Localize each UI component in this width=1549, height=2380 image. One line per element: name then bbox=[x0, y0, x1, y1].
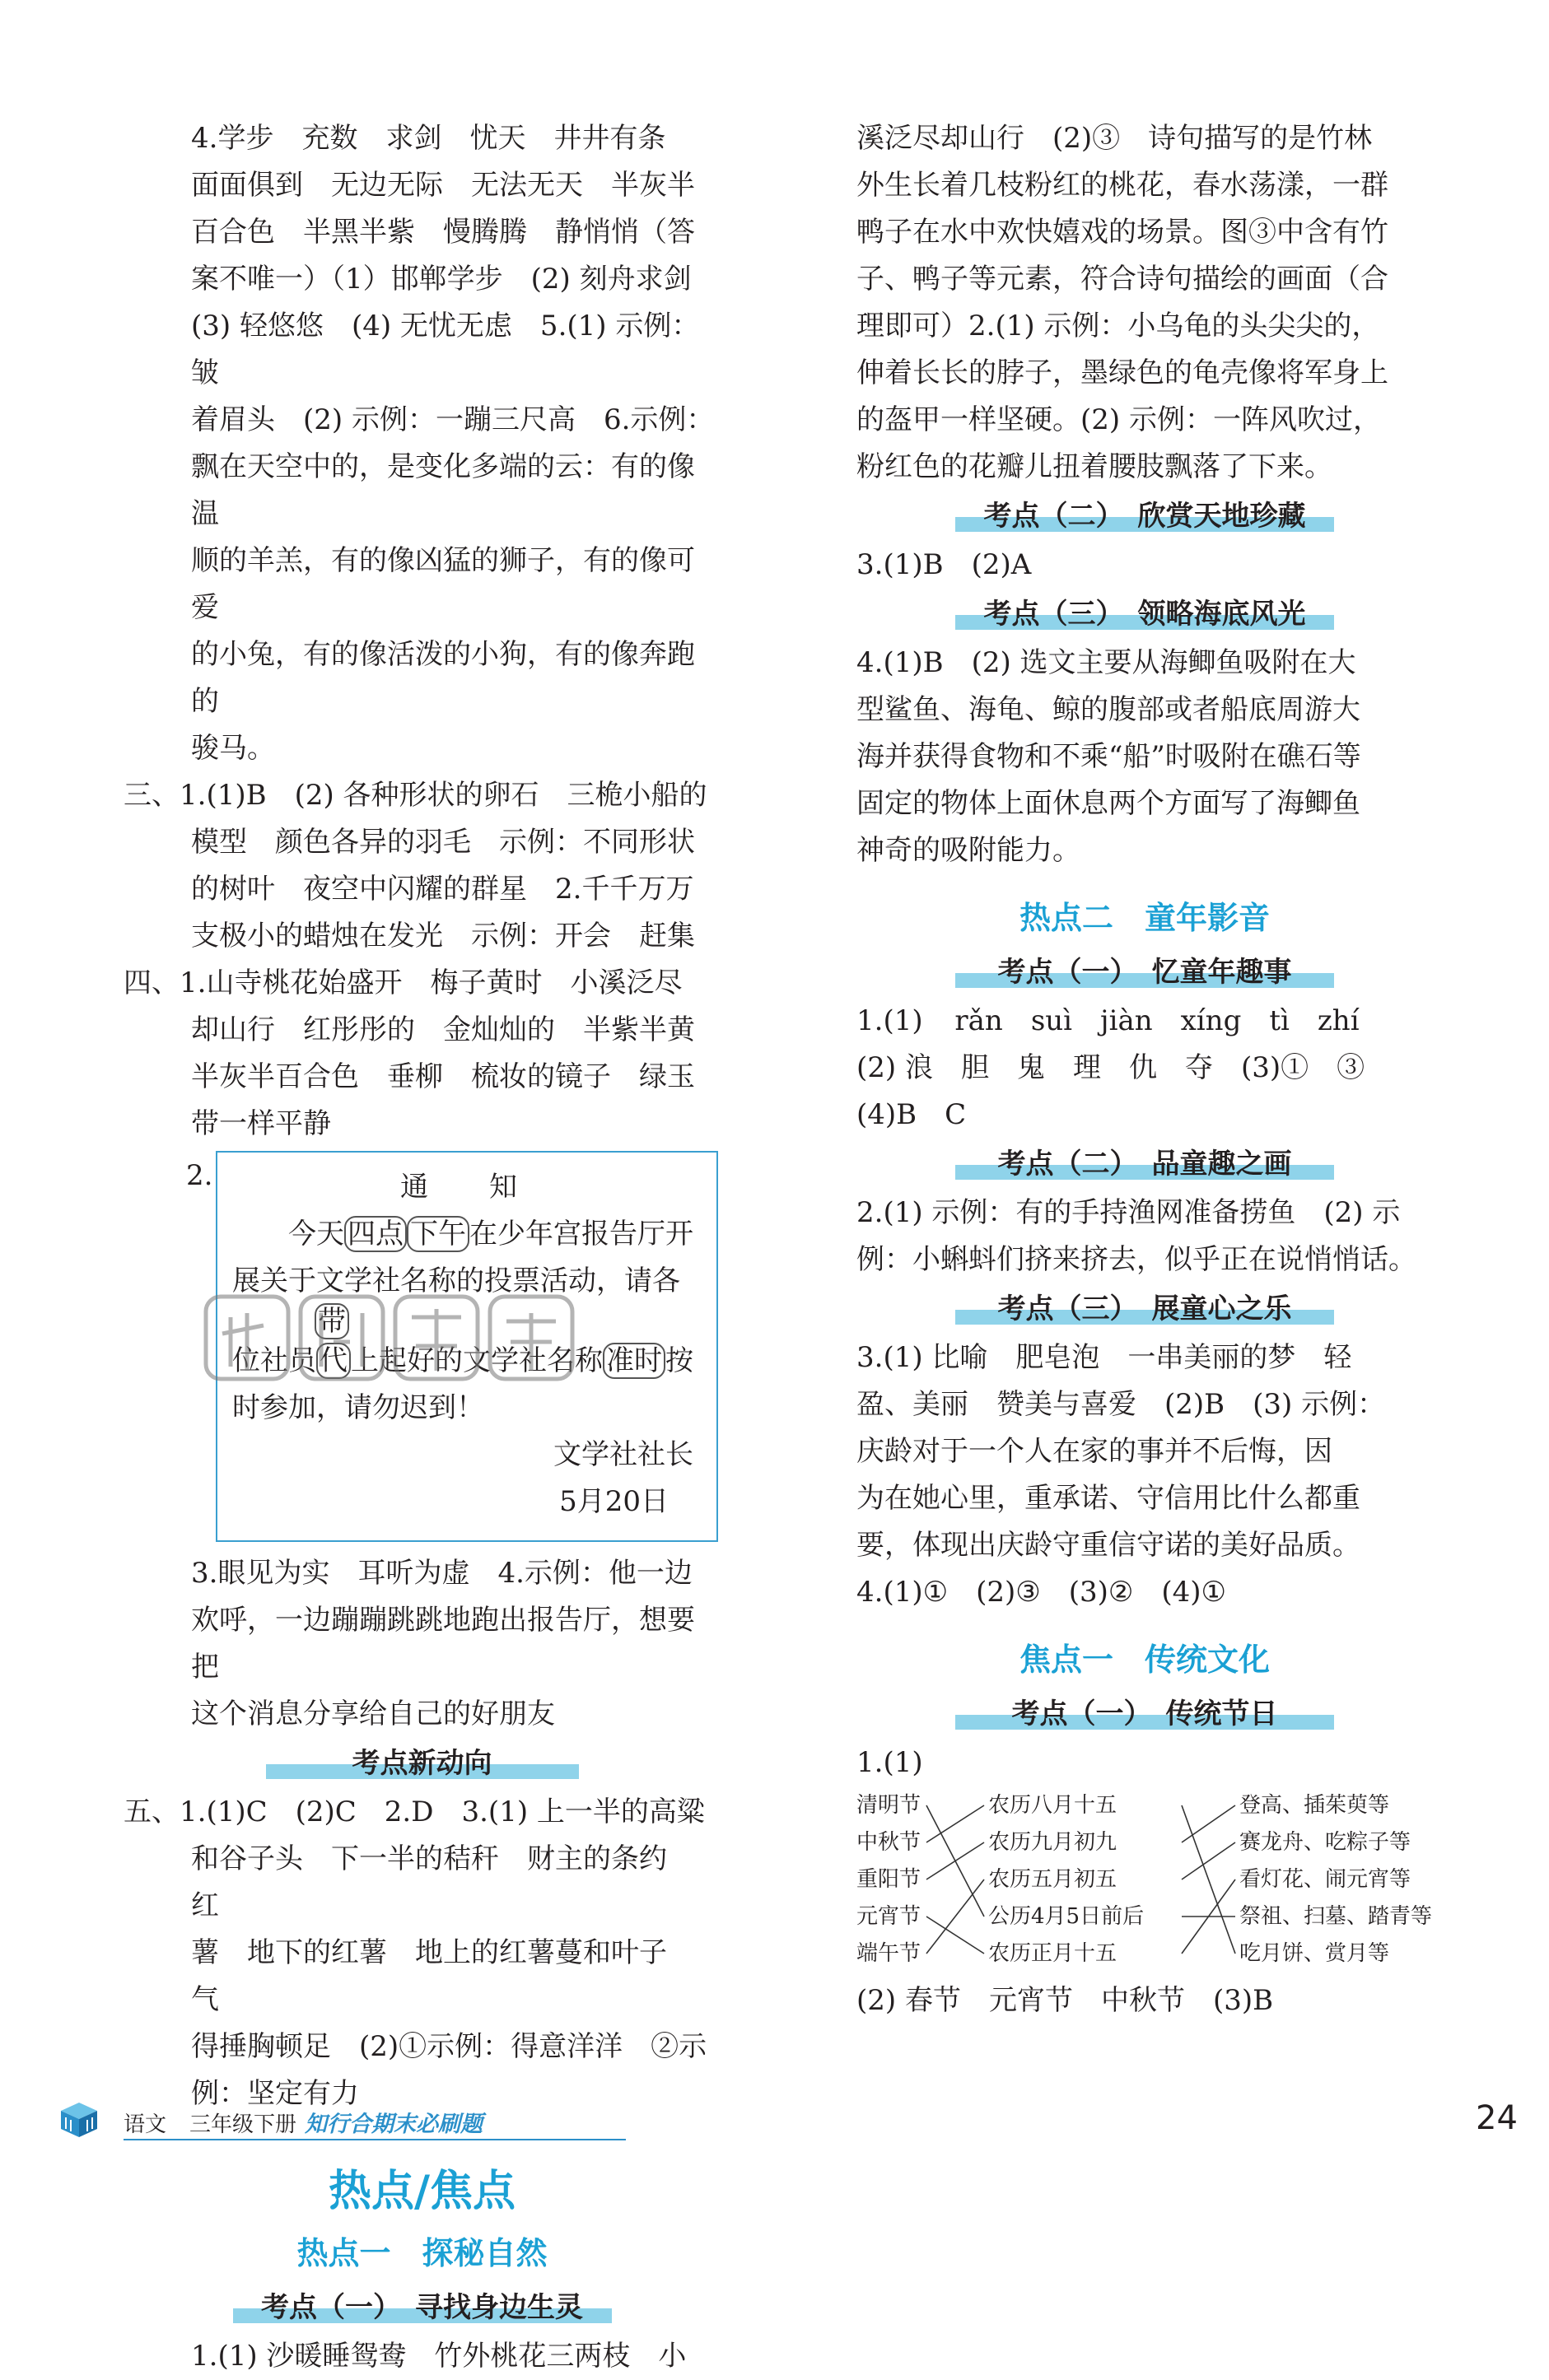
answer-line: 鸭子在水中欢快嬉戏的场景。图③中含有竹 bbox=[856, 216, 1388, 249]
right-column bbox=[856, 115, 1433, 2024]
festival-custom: 吃月饼、赏月等 bbox=[1239, 1941, 1390, 1966]
answer-line: 得捶胸顿足 (2)①示例：得意洋洋 ②示 bbox=[191, 2030, 707, 2063]
pinyin-answer-line: 1.(1) rǎn suì jiàn xíng tì zhí bbox=[856, 1004, 1360, 1037]
kaodian-heading: 考点（一） 寻找身边生灵 bbox=[233, 2287, 612, 2328]
answer-line: 案不唯一）（1）邯郸学步 (2) 刻舟求剑 bbox=[191, 263, 692, 296]
notice-line: 时参加，请勿迟到！ bbox=[232, 1391, 484, 1424]
festival-name: 清明节 bbox=[856, 1793, 921, 1818]
festival-date: 农历九月初九 bbox=[988, 1830, 1117, 1855]
notice-text: 位社员 bbox=[232, 1344, 316, 1377]
answer-line: 顺的羊羔，有的像凶猛的狮子，有的像可爱 bbox=[191, 544, 695, 624]
answer-line: 百合色 半黑半紫 慢腾腾 静悄悄（答 bbox=[191, 216, 695, 249]
answer-line: 要，体现出庆龄守重信守诺的美好品质。 bbox=[856, 1529, 1360, 1562]
answer-line: 4.(1)B (2) 选文主要从海鲫鱼吸附在大 bbox=[856, 646, 1356, 679]
footer-subject: 语文 bbox=[124, 2112, 167, 2137]
kaodian-heading: 考点（二） 欣赏天地珍藏 bbox=[955, 496, 1334, 537]
festival-name: 元宵节 bbox=[856, 1904, 921, 1929]
answer-line: 模型 颜色各异的羽毛 示例：不同形状 bbox=[191, 826, 695, 859]
answer-line: 和谷子头 下一半的秸秆 财主的条约 红 bbox=[191, 1842, 695, 1922]
answer-line: 3.眼见为实 耳听为虚 4.示例：他一边 bbox=[191, 1557, 693, 1590]
answer-line: 的盔甲一样坚硬。(2) 示例：一阵风吹过， bbox=[856, 403, 1381, 436]
notice-text: 今天 bbox=[288, 1218, 344, 1251]
answer-line: 的小兔，有的像活泼的小狗，有的像奔跑的 bbox=[191, 638, 695, 718]
answer-line: 粉红色的花瓣儿扭着腰肢飘落了下来。 bbox=[856, 450, 1332, 483]
answer-line: 骏马。 bbox=[191, 732, 275, 765]
answer-line: 3.(1) 比喻 肥皂泡 一串美丽的梦 轻 bbox=[856, 1341, 1352, 1374]
footer-series-title: 知行合期末必刷题 bbox=[305, 2112, 483, 2137]
answer-line: 为在她心里，重承诺、守信用比什么都重 bbox=[856, 1482, 1360, 1515]
answer-line: 溪泛尽却山行 (2)③ 诗句描写的是竹林 bbox=[856, 122, 1373, 155]
kaodian-heading: 考点（一） 传统节日 bbox=[955, 1693, 1334, 1735]
answer-line: 4.学步 充数 求剑 忧天 井井有条 bbox=[191, 122, 666, 155]
kaodian-heading: 考点新动向 bbox=[266, 1743, 579, 1784]
page-footer bbox=[58, 2098, 1507, 2147]
festival-date: 农历五月初五 bbox=[988, 1867, 1117, 1892]
notice-title: 通 知 bbox=[400, 1171, 534, 1204]
answer-line: 的树叶 夜空中闪耀的群星 2.千千万万 bbox=[191, 873, 694, 906]
page-number: 24 bbox=[1476, 2099, 1518, 2137]
answer-line: 薯 地下的红薯 地上的红薯蔓和叶子 气 bbox=[191, 1936, 695, 2016]
watermark-logo bbox=[198, 1276, 593, 1400]
kaodian-heading: 考点（二） 品童趣之画 bbox=[955, 1143, 1334, 1185]
notice-signer: 文学社社长 bbox=[553, 1438, 693, 1471]
answer-line: 1.(1) bbox=[856, 1746, 923, 1779]
festival-custom: 祭祖、扫墓、踏青等 bbox=[1239, 1904, 1433, 1929]
kaodian-heading: 考点（三） 领略海底风光 bbox=[955, 594, 1334, 635]
circled-correction: 代 bbox=[316, 1343, 351, 1379]
answer-line: 子、鸭子等元素，符合诗句描绘的画面（合 bbox=[856, 263, 1388, 296]
answer-line: 伸着长长的脖子，墨绿色的龟壳像将军身上 bbox=[856, 356, 1388, 389]
answer-line: 这个消息分享给自己的好朋友 bbox=[191, 1698, 555, 1730]
answer-line: 2.(1) 示例：有的手持渔网准备捞鱼 (2) 示 bbox=[856, 1196, 1401, 1229]
answer-line: 1.(1) 沙暖睡鸳鸯 竹外桃花三两枝 小 bbox=[191, 2340, 687, 2373]
match-line bbox=[1182, 1842, 1235, 1879]
match-line bbox=[1182, 1805, 1235, 1842]
inserted-character: 带 bbox=[315, 1303, 349, 1339]
kaodian-heading: 考点（一） 忆童年趣事 bbox=[955, 952, 1334, 993]
notice-number: 2. bbox=[186, 1159, 213, 1192]
swap-mark: 准时 bbox=[603, 1343, 665, 1379]
match-line bbox=[926, 1917, 984, 1954]
answer-line: 飘在天空中的，是变化多端的云：有的像温 bbox=[191, 450, 695, 530]
section-three-line: 三、1.(1)B (2) 各种形状的卵石 三桅小船的 bbox=[124, 779, 707, 812]
answer-line: 支极小的蜡烛在发光 示例：开会 赶集 bbox=[191, 920, 695, 952]
hotspot-heading: 热点一 探秘自然 bbox=[296, 2235, 548, 2271]
answer-line: (3) 轻悠悠 (4) 无忧无虑 5.(1) 示例：皱 bbox=[191, 310, 700, 389]
hotspot-heading: 热点二 童年影音 bbox=[1019, 900, 1270, 936]
festival-name: 端午节 bbox=[856, 1941, 921, 1966]
section-four-line: 四、1.山寺桃花始盛开 梅子黄时 小溪泛尽 bbox=[124, 966, 683, 999]
match-line bbox=[926, 1842, 984, 1879]
match-line bbox=[1182, 1805, 1235, 1954]
footer-rule bbox=[124, 2139, 626, 2140]
festival-name: 中秋节 bbox=[856, 1830, 921, 1855]
kaodian-heading: 考点（三） 展童心之乐 bbox=[955, 1288, 1334, 1330]
answer-line: 盈、美丽 赞美与喜爱 (2)B (3) 示例： bbox=[856, 1388, 1386, 1421]
answer-line: 着眉头 (2) 示例：一蹦三尺高 6.示例： bbox=[191, 403, 715, 436]
answer-line: 神奇的吸附能力。 bbox=[856, 834, 1080, 867]
notice-text: 上起好的文学社名称 bbox=[351, 1344, 603, 1377]
notice-line: 展关于文学社名称的投票活动，请各 bbox=[232, 1265, 680, 1297]
festival-name: 重阳节 bbox=[856, 1867, 921, 1892]
answer-line: 半灰半百合色 垂柳 梳妆的镜子 绿玉 bbox=[191, 1060, 695, 1093]
left-column bbox=[124, 115, 721, 2380]
section-five-line: 五、1.(1)C (2)C 2.D 3.(1) 上一半的高粱 bbox=[124, 1795, 705, 1828]
answer-line: 海并获得食物和不乘“船”时吸附在礁石等 bbox=[856, 740, 1361, 773]
answer-line: (2) 浪 胆 鬼 理 仇 夺 (3)① ③ bbox=[856, 1051, 1365, 1084]
festival-matching-diagram bbox=[856, 1793, 1449, 1974]
circled-correction: 下午 bbox=[407, 1216, 469, 1252]
answer-line: 欢呼，一边蹦蹦跳跳地跑出报告厅，想要把 bbox=[191, 1604, 695, 1684]
answer-line: 4.(1)① (2)③ (3)② (4)① bbox=[856, 1576, 1227, 1609]
answer-line: 外生长着几枝粉红的桃花，春水荡漾，一群 bbox=[856, 169, 1388, 202]
answer-line: 却山行 红彤彤的 金灿灿的 半紫半黄 bbox=[191, 1013, 695, 1046]
hotspot-focus-title: 热点/焦点 bbox=[329, 2167, 516, 2216]
answer-line: (2) 春节 元宵节 中秋节 (3)B bbox=[856, 1984, 1274, 2017]
answer-line: 理即可）2.(1) 示例：小乌龟的头尖尖的， bbox=[856, 310, 1380, 342]
answer-line: (4)B C bbox=[856, 1098, 967, 1131]
focus-heading: 焦点一 传统文化 bbox=[1019, 1642, 1270, 1678]
festival-custom: 赛龙舟、吃粽子等 bbox=[1239, 1830, 1411, 1855]
festival-date: 公历4月5日前后 bbox=[988, 1904, 1145, 1929]
notice-text: 按 bbox=[665, 1344, 693, 1377]
notice-text: 在少年宫报告厅开 bbox=[469, 1218, 693, 1251]
answer-line: 3.(1)B (2)A bbox=[856, 548, 1032, 581]
circled-correction: 四点 bbox=[344, 1216, 407, 1252]
answer-line: 面面俱到 无边无际 无法无天 半灰半 bbox=[191, 169, 695, 202]
answer-line: 型鲨鱼、海龟、鲸的腹部或者船底周游大 bbox=[856, 693, 1360, 726]
answer-line: 例：坚定有力 bbox=[191, 2077, 359, 2110]
notice-line bbox=[232, 1211, 702, 1258]
footer-grade: 三年级下册 bbox=[189, 2112, 297, 2137]
notice-date: 5月20日 bbox=[559, 1485, 669, 1518]
match-line bbox=[926, 1805, 984, 1842]
festival-date: 农历八月十五 bbox=[988, 1793, 1117, 1818]
answer-line: 固定的物体上面休息两个方面写了海鲫鱼 bbox=[856, 787, 1360, 820]
answer-line: 庆龄对于一个人在家的事并不后悔，因 bbox=[856, 1435, 1332, 1468]
answer-line: 带一样平静 bbox=[191, 1107, 331, 1140]
festival-custom: 登高、插茱萸等 bbox=[1239, 1793, 1390, 1818]
festival-custom: 看灯花、闹元宵等 bbox=[1239, 1867, 1411, 1892]
match-line bbox=[926, 1879, 984, 1954]
answer-line: 例：小蝌蚪们挤来挤去，似乎正在说悄悄话。 bbox=[856, 1243, 1416, 1276]
festival-date: 农历正月十五 bbox=[988, 1941, 1117, 1966]
book-stack-icon bbox=[58, 2099, 100, 2137]
